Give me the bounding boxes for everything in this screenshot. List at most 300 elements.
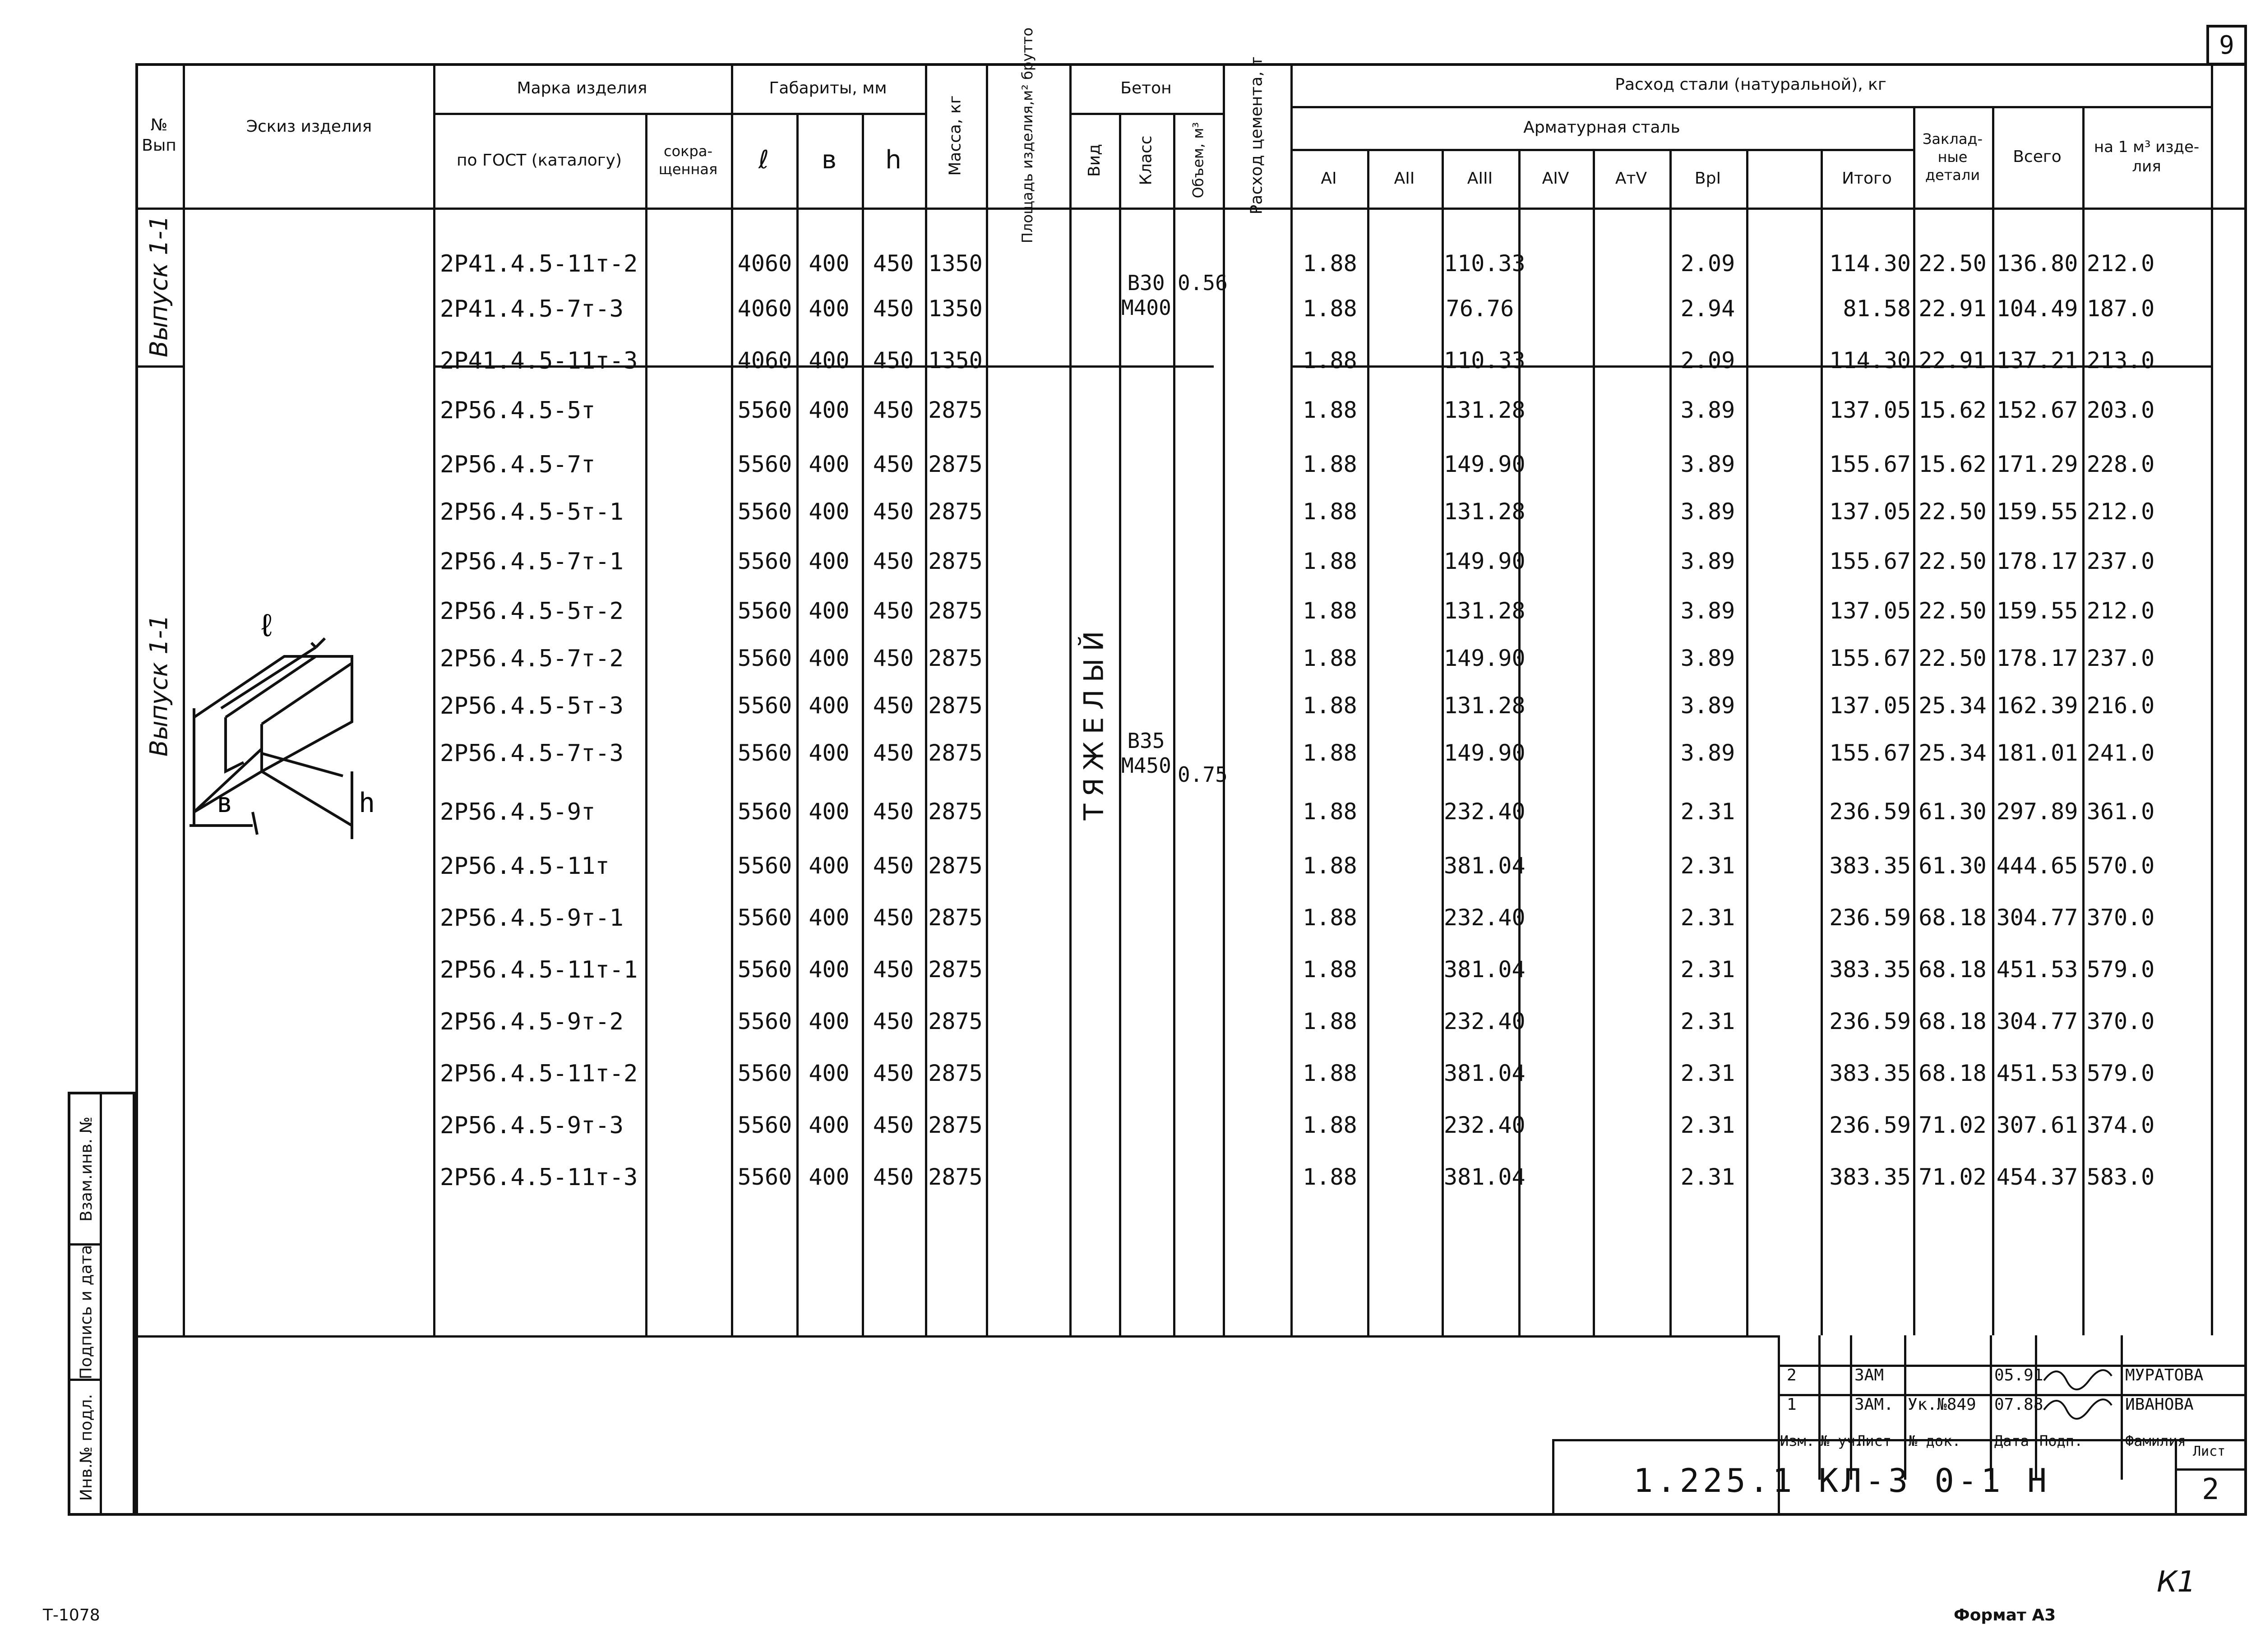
cell-vsego: 178.17: [1996, 645, 2078, 671]
hdr-bpi: BpI: [1694, 169, 1721, 188]
cell-bp: 2.09: [1680, 250, 1735, 277]
cell-mass: 1350: [928, 347, 983, 374]
head-doc: № док.: [1909, 1432, 1961, 1449]
cell-zakl: 15.62: [1919, 451, 1987, 477]
cell-ai: 1.88: [1303, 548, 1357, 574]
cell-zakl: 22.91: [1919, 295, 1987, 322]
hdr-total: Всего: [2013, 148, 2062, 166]
footer-left: Т-1078: [43, 1606, 100, 1624]
cell-l: 5560: [737, 853, 792, 879]
cell-mass: 2875: [928, 798, 983, 825]
cell-h: 450: [873, 1112, 914, 1138]
cell-h: 450: [873, 250, 914, 277]
cell-zakl: 61.30: [1919, 853, 1987, 879]
cell-h: 450: [873, 347, 914, 374]
cell-vsego: 137.21: [1996, 347, 2078, 374]
rev2-name: ИВАНОВА: [2125, 1395, 2194, 1414]
cell-b: 400: [809, 250, 850, 277]
concrete-class-2: В35 М450: [1121, 729, 1171, 778]
concrete-volume-2: 0.75: [1178, 762, 1228, 787]
cell-per: 212.0: [2086, 498, 2155, 525]
cell-aiii: 381.04: [1444, 853, 1526, 879]
hdr-dim-h: h: [885, 145, 901, 175]
cell-itogo: 137.05: [1829, 692, 1911, 719]
cell-mark: 2Р41.4.5-11т-3: [440, 347, 638, 374]
cell-per: 228.0: [2086, 451, 2155, 477]
hdr-dim-l: ℓ: [758, 145, 769, 175]
cell-mass: 1350: [928, 295, 983, 322]
footer-mark: К1: [2157, 1565, 2196, 1599]
cell-h: 450: [873, 397, 914, 423]
cell-mark: 2Р56.4.5-5т-3: [440, 692, 624, 720]
cell-l: 5560: [737, 548, 792, 574]
cell-mark: 2Р56.4.5-7т-1: [440, 548, 624, 575]
cell-bp: 3.89: [1680, 498, 1735, 525]
cell-ai: 1.88: [1303, 1060, 1357, 1086]
hdr-rebar: Арматурная сталь: [1523, 118, 1680, 137]
cell-itogo: 137.05: [1829, 598, 1911, 624]
cell-vsego: 152.67: [1996, 397, 2078, 423]
cell-h: 450: [873, 798, 914, 825]
cell-b: 400: [809, 1112, 850, 1138]
hdr-ai: AI: [1321, 169, 1337, 188]
sheet-label: Лист: [2193, 1444, 2226, 1459]
cell-mass: 2875: [928, 1008, 983, 1034]
cell-zakl: 71.02: [1919, 1164, 1987, 1190]
product-sketch: [180, 573, 433, 853]
cell-per: 212.0: [2086, 250, 2155, 277]
cell-mark: 2Р56.4.5-11т: [440, 853, 610, 880]
cell-b: 400: [809, 956, 850, 983]
cell-bp: 3.89: [1680, 548, 1735, 574]
cell-mass: 2875: [928, 1112, 983, 1138]
cell-l: 5560: [737, 1008, 792, 1034]
head-izm: Изм.: [1780, 1432, 1815, 1449]
cell-ai: 1.88: [1303, 451, 1357, 477]
cell-zakl: 22.50: [1919, 548, 1987, 574]
table-bottom-line: [135, 1335, 1778, 1338]
cell-b: 400: [809, 904, 850, 931]
cell-h: 450: [873, 1164, 914, 1190]
cell-h: 450: [873, 956, 914, 983]
cell-itogo: 383.35: [1829, 956, 1911, 983]
cell-ai: 1.88: [1303, 853, 1357, 879]
cell-h: 450: [873, 295, 914, 322]
cell-per: 237.0: [2086, 548, 2155, 574]
cell-mark: 2Р56.4.5-7т: [440, 451, 596, 478]
cell-zakl: 68.18: [1919, 1008, 1987, 1034]
cell-l: 5560: [737, 1164, 792, 1190]
cell-b: 400: [809, 645, 850, 671]
cell-itogo: 383.35: [1829, 1164, 1911, 1190]
cell-vsego: 181.01: [1996, 740, 2078, 766]
header-bottom-line: [135, 208, 2247, 210]
cell-vsego: 454.37: [1996, 1164, 2078, 1190]
cell-l: 5560: [737, 798, 792, 825]
cell-per: 361.0: [2086, 798, 2155, 825]
cell-per: 570.0: [2086, 853, 2155, 879]
cell-bp: 3.89: [1680, 740, 1735, 766]
cell-b: 400: [809, 347, 850, 374]
hdr-atv: AтV: [1615, 169, 1647, 188]
cell-vsego: 159.55: [1996, 598, 2078, 624]
cell-b: 400: [809, 692, 850, 719]
head-name: Фамилия: [2125, 1432, 2186, 1449]
cell-zakl: 68.18: [1919, 904, 1987, 931]
cell-h: 450: [873, 598, 914, 624]
cell-vsego: 136.80: [1996, 250, 2078, 277]
cell-ai: 1.88: [1303, 1008, 1357, 1034]
cell-ai: 1.88: [1303, 295, 1357, 322]
cell-b: 400: [809, 397, 850, 423]
cell-zakl: 61.30: [1919, 798, 1987, 825]
cell-per: 374.0: [2086, 1112, 2155, 1138]
rev1-name: МУРАТОВА: [2125, 1366, 2204, 1384]
cell-b: 400: [809, 548, 850, 574]
cell-vsego: 307.61: [1996, 1112, 2078, 1138]
cell-aiii: 232.40: [1444, 1008, 1526, 1034]
cell-mark: 2Р41.4.5-11т-2: [440, 250, 638, 277]
cell-mass: 2875: [928, 598, 983, 624]
cell-mass: 2875: [928, 853, 983, 879]
rev1-izm: 2: [1787, 1366, 1797, 1384]
cell-h: 450: [873, 1060, 914, 1086]
cell-aiii: 131.28: [1444, 498, 1526, 525]
section-label-2: Выпуск 1-1: [144, 614, 173, 757]
hdr-mark-group: Марка изделия: [517, 78, 647, 97]
cell-l: 4060: [737, 295, 792, 322]
cell-itogo: 114.30: [1829, 347, 1911, 374]
rev1-list: ЗАМ: [1854, 1366, 1884, 1384]
hdr-concrete-type: Вид: [1085, 143, 1104, 177]
cell-aiii: 131.28: [1444, 598, 1526, 624]
cell-aiii: 232.40: [1444, 904, 1526, 931]
cell-ai: 1.88: [1303, 598, 1357, 624]
cell-ai: 1.88: [1303, 692, 1357, 719]
hdr-mark-short: сокра-щенная: [658, 143, 718, 178]
cell-per: 370.0: [2086, 904, 2155, 931]
cell-zakl: 71.02: [1919, 1112, 1987, 1138]
cell-zakl: 22.50: [1919, 498, 1987, 525]
cell-bp: 2.31: [1680, 798, 1735, 825]
head-list: Лист: [1857, 1432, 1892, 1449]
head-sign: Подп.: [2039, 1432, 2083, 1449]
side-label-inv: Инв.№ подл.: [77, 1394, 96, 1501]
hdr-cement: Расход цемента, т: [1247, 56, 1266, 214]
cell-zakl: 22.50: [1919, 250, 1987, 277]
cell-b: 400: [809, 451, 850, 477]
cell-per: 216.0: [2086, 692, 2155, 719]
cell-mass: 2875: [928, 692, 983, 719]
concrete-type-heavy: ТЯЖЕЛЫЙ: [1078, 623, 1110, 820]
cell-ai: 1.88: [1303, 498, 1357, 525]
cell-l: 5560: [737, 904, 792, 931]
side-label-podpis: Подпись и дата: [77, 1245, 96, 1380]
cell-mark: 2Р56.4.5-5т-1: [440, 498, 624, 526]
cell-h: 450: [873, 645, 914, 671]
cell-vsego: 171.29: [1996, 451, 2078, 477]
cell-mark: 2Р56.4.5-9т-2: [440, 1008, 624, 1035]
cell-b: 400: [809, 1164, 850, 1190]
cell-l: 5560: [737, 1060, 792, 1086]
cell-aiii: 149.90: [1444, 548, 1526, 574]
cell-h: 450: [873, 740, 914, 766]
cell-mass: 2875: [928, 498, 983, 525]
concrete-class-1: В30 М400: [1121, 271, 1171, 320]
cell-b: 400: [809, 798, 850, 825]
cell-per: 203.0: [2086, 397, 2155, 423]
side-cell-vzam: [70, 1094, 102, 1246]
hdr-sketch: Эскиз изделия: [246, 117, 372, 136]
cell-h: 450: [873, 853, 914, 879]
cell-mark: 2Р41.4.5-7т-3: [440, 295, 624, 323]
cell-per: 370.0: [2086, 1008, 2155, 1034]
cell-l: 5560: [737, 956, 792, 983]
cell-mass: 1350: [928, 250, 983, 277]
cell-aiii: 381.04: [1444, 1060, 1526, 1086]
cell-per: 583.0: [2086, 1164, 2155, 1190]
cell-l: 4060: [737, 347, 792, 374]
cell-bp: 3.89: [1680, 451, 1735, 477]
cell-vsego: 178.17: [1996, 548, 2078, 574]
cell-bp: 3.89: [1680, 692, 1735, 719]
side-cell-inv: [70, 1381, 102, 1514]
rev2-date: 07.88: [1994, 1395, 2043, 1414]
cell-itogo: 137.05: [1829, 498, 1911, 525]
cell-ai: 1.88: [1303, 645, 1357, 671]
cell-aiii: 232.40: [1444, 1112, 1526, 1138]
cell-aiii: 131.28: [1444, 397, 1526, 423]
cell-mark: 2Р56.4.5-7т-3: [440, 740, 624, 767]
cell-b: 400: [809, 740, 850, 766]
cell-zakl: 22.50: [1919, 645, 1987, 671]
cell-mark: 2Р56.4.5-9т-3: [440, 1112, 624, 1139]
footer-format: Формат А3: [1954, 1606, 2056, 1624]
cell-mass: 2875: [928, 548, 983, 574]
cell-l: 5560: [737, 397, 792, 423]
cell-vsego: 159.55: [1996, 498, 2078, 525]
cell-mark: 2Р56.4.5-9т-1: [440, 904, 624, 932]
cell-b: 400: [809, 1008, 850, 1034]
cell-aiii: 76.76: [1446, 295, 1514, 322]
cell-vsego: 304.77: [1996, 1008, 2078, 1034]
rev2-list: ЗАМ.: [1854, 1395, 1894, 1414]
cell-mass: 2875: [928, 645, 983, 671]
head-uch: № уч.: [1821, 1432, 1864, 1449]
cell-b: 400: [809, 598, 850, 624]
cell-vsego: 451.53: [1996, 1060, 2078, 1086]
hdr-concrete: Бетон: [1120, 78, 1172, 97]
cell-mark: 2Р56.4.5-5т: [440, 397, 596, 424]
head-date: Дата: [1994, 1432, 2029, 1449]
hdr-itogo: Итого: [1842, 169, 1892, 188]
cell-bp: 2.31: [1680, 1112, 1735, 1138]
cell-l: 5560: [737, 598, 792, 624]
rev1-date: 05.91: [1994, 1366, 2043, 1384]
cell-l: 5560: [737, 498, 792, 525]
cell-l: 5560: [737, 740, 792, 766]
sheet-number: 2: [2202, 1473, 2219, 1506]
hdr-aii: AII: [1394, 169, 1415, 188]
cell-mass: 2875: [928, 904, 983, 931]
cell-zakl: 25.34: [1919, 740, 1987, 766]
cell-mass: 2875: [928, 1164, 983, 1190]
cell-ai: 1.88: [1303, 740, 1357, 766]
cell-b: 400: [809, 295, 850, 322]
cell-h: 450: [873, 904, 914, 931]
cell-per: 212.0: [2086, 598, 2155, 624]
cell-itogo: 81.58: [1843, 295, 1911, 322]
cell-mass: 2875: [928, 397, 983, 423]
sketch-label-b: в: [217, 787, 233, 819]
rev2-doc: Ук.№849: [1908, 1395, 1976, 1414]
cell-ai: 1.88: [1303, 798, 1357, 825]
hdr-dims: Габариты, мм: [769, 78, 887, 97]
cell-h: 450: [873, 451, 914, 477]
cell-itogo: 383.35: [1829, 1060, 1911, 1086]
cell-b: 400: [809, 498, 850, 525]
cell-bp: 2.31: [1680, 1164, 1735, 1190]
cell-per: 241.0: [2086, 740, 2155, 766]
cell-itogo: 114.30: [1829, 250, 1911, 277]
cell-bp: 2.31: [1680, 956, 1735, 983]
designation: 1.225.1 КЛ-3 0-1 Н: [1633, 1462, 2051, 1500]
cell-zakl: 22.50: [1919, 598, 1987, 624]
cell-ai: 1.88: [1303, 250, 1357, 277]
cell-bp: 3.89: [1680, 397, 1735, 423]
signature-marks: [2039, 1362, 2116, 1426]
cell-aiii: 232.40: [1444, 798, 1526, 825]
cell-aiii: 149.90: [1444, 645, 1526, 671]
cell-mark: 2Р56.4.5-11т-2: [440, 1060, 638, 1087]
hdr-mass: Масса, кг: [946, 95, 965, 176]
hdr-concrete-class: Класс: [1137, 135, 1156, 185]
cell-ai: 1.88: [1303, 1112, 1357, 1138]
cell-aiii: 381.04: [1444, 956, 1526, 983]
hdr-embedded: Заклад-ные детали: [1922, 130, 1983, 184]
cell-h: 450: [873, 692, 914, 719]
cell-per: 187.0: [2086, 295, 2155, 322]
cell-vsego: 444.65: [1996, 853, 2078, 879]
hdr-per-m3: на 1 м³ изде-лия: [2094, 138, 2200, 175]
cell-aiii: 149.90: [1444, 451, 1526, 477]
hdr-mark-gost: по ГОСТ (каталогу): [456, 151, 622, 170]
cell-aiii: 110.33: [1444, 250, 1526, 277]
cell-mark: 2Р56.4.5-11т-1: [440, 956, 638, 983]
hdr-steel: Расход стали (натуральной), кг: [1615, 75, 1886, 94]
side-cell-podpis: [70, 1246, 102, 1381]
cell-zakl: 22.91: [1919, 347, 1987, 374]
cell-vsego: 162.39: [1996, 692, 2078, 719]
cell-bp: 3.89: [1680, 598, 1735, 624]
cell-itogo: 236.59: [1829, 1112, 1911, 1138]
cell-vsego: 451.53: [1996, 956, 2078, 983]
cell-per: 213.0: [2086, 347, 2155, 374]
cell-itogo: 155.67: [1829, 645, 1911, 671]
side-strip: [68, 1092, 135, 1516]
hdr-aiv: AIV: [1542, 169, 1569, 188]
cell-per: 579.0: [2086, 956, 2155, 983]
hdr-area: Площадь изделия,м² брутто: [1019, 27, 1036, 244]
cell-per: 579.0: [2086, 1060, 2155, 1086]
cell-aiii: 381.04: [1444, 1164, 1526, 1190]
side-label-vzam: Взам.инв. №: [77, 1116, 96, 1222]
section-label-1: Выпуск 1-1: [144, 215, 173, 358]
cell-zakl: 25.34: [1919, 692, 1987, 719]
cell-ai: 1.88: [1303, 347, 1357, 374]
cell-mark: 2Р56.4.5-5т-2: [440, 598, 624, 625]
hdr-dim-b: в: [821, 145, 837, 175]
cell-b: 400: [809, 1060, 850, 1086]
cell-bp: 2.94: [1680, 295, 1735, 322]
cell-vsego: 304.77: [1996, 904, 2078, 931]
cell-mark: 2Р56.4.5-9т: [440, 798, 596, 826]
cell-mark: 2Р56.4.5-7т-2: [440, 645, 624, 672]
cell-h: 450: [873, 1008, 914, 1034]
cell-itogo: 236.59: [1829, 904, 1911, 931]
cell-ai: 1.88: [1303, 904, 1357, 931]
cell-itogo: 383.35: [1829, 853, 1911, 879]
cell-bp: 2.31: [1680, 1060, 1735, 1086]
cell-ai: 1.88: [1303, 1164, 1357, 1190]
cell-mass: 2875: [928, 956, 983, 983]
cell-vsego: 297.89: [1996, 798, 2078, 825]
cell-aiii: 110.33: [1444, 347, 1526, 374]
cell-ai: 1.88: [1303, 956, 1357, 983]
hdr-no-vyp: № Вып: [142, 116, 176, 155]
cell-mass: 2875: [928, 451, 983, 477]
cell-itogo: 236.59: [1829, 798, 1911, 825]
cell-bp: 2.31: [1680, 1008, 1735, 1034]
cell-h: 450: [873, 498, 914, 525]
sketch-label-l: ℓ: [257, 607, 277, 644]
cell-zakl: 68.18: [1919, 1060, 1987, 1086]
cell-mass: 2875: [928, 1060, 983, 1086]
rev2-izm: 1: [1787, 1395, 1797, 1414]
cell-itogo: 155.67: [1829, 548, 1911, 574]
cell-l: 5560: [737, 1112, 792, 1138]
concrete-volume-1: 0.56: [1178, 271, 1228, 295]
cell-itogo: 137.05: [1829, 397, 1911, 423]
cell-mark: 2Р56.4.5-11т-3: [440, 1164, 638, 1191]
cell-bp: 2.09: [1680, 347, 1735, 374]
cell-b: 400: [809, 853, 850, 879]
cell-aiii: 131.28: [1444, 692, 1526, 719]
cell-itogo: 155.67: [1829, 740, 1911, 766]
cell-itogo: 236.59: [1829, 1008, 1911, 1034]
cell-l: 5560: [737, 692, 792, 719]
cell-ai: 1.88: [1303, 397, 1357, 423]
cell-mass: 2875: [928, 740, 983, 766]
cell-zakl: 15.62: [1919, 397, 1987, 423]
cell-h: 450: [873, 548, 914, 574]
hdr-aiii: AIII: [1467, 169, 1493, 188]
cell-vsego: 104.49: [1996, 295, 2078, 322]
cell-zakl: 68.18: [1919, 956, 1987, 983]
cell-bp: 3.89: [1680, 645, 1735, 671]
cell-bp: 2.31: [1680, 853, 1735, 879]
cell-per: 237.0: [2086, 645, 2155, 671]
cell-l: 5560: [737, 645, 792, 671]
cell-l: 4060: [737, 250, 792, 277]
cell-itogo: 155.67: [1829, 451, 1911, 477]
sketch-label-h: h: [359, 787, 375, 819]
hdr-concrete-volume: Объем, м³: [1189, 122, 1207, 198]
page-number: 9: [2206, 25, 2247, 65]
cell-bp: 2.31: [1680, 904, 1735, 931]
cell-aiii: 149.90: [1444, 740, 1526, 766]
cell-l: 5560: [737, 451, 792, 477]
